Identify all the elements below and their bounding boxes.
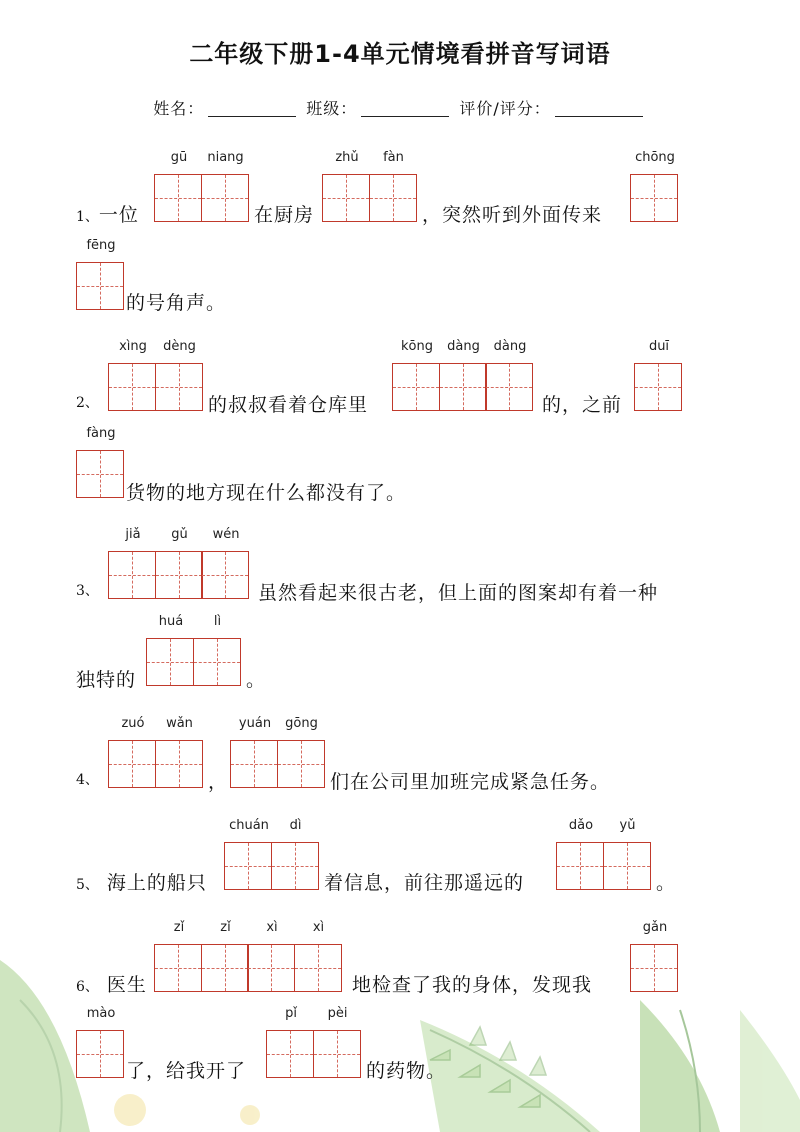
writing-cell[interactable] bbox=[146, 614, 194, 686]
pinyin-label: chuán bbox=[229, 818, 269, 833]
pinyin-label: dàng bbox=[493, 339, 527, 354]
writing-cell[interactable] bbox=[76, 426, 124, 498]
writing-cell[interactable] bbox=[201, 527, 249, 599]
pinyin-label: dǎo bbox=[568, 818, 594, 833]
name-label: 姓名： bbox=[153, 99, 205, 118]
writing-cell[interactable] bbox=[630, 920, 678, 992]
answer-grid[interactable] bbox=[266, 1006, 361, 1078]
pinyin-label: yǔ bbox=[619, 818, 636, 833]
writing-cell[interactable] bbox=[603, 818, 651, 890]
answer-grid[interactable] bbox=[630, 920, 678, 992]
pinyin-label: wǎn bbox=[166, 716, 193, 731]
sentence-text: 医生 bbox=[106, 974, 147, 996]
pinyin-label: dèng bbox=[163, 339, 196, 354]
question-6-line-1 bbox=[76, 970, 147, 997]
pinyin-label: gǔ bbox=[171, 527, 188, 542]
answer-grid[interactable] bbox=[154, 150, 249, 222]
question-number: 4、 bbox=[76, 772, 99, 788]
writing-cell[interactable] bbox=[193, 614, 241, 686]
pinyin-label: zuó bbox=[121, 716, 145, 731]
question-number: 6、 bbox=[76, 979, 99, 995]
writing-cell[interactable] bbox=[271, 818, 319, 890]
answer-grid[interactable] bbox=[392, 339, 533, 411]
pinyin-label: zhǔ bbox=[335, 150, 359, 165]
writing-cell[interactable] bbox=[369, 150, 417, 222]
pinyin-label: yuán bbox=[238, 716, 272, 731]
writing-cell[interactable] bbox=[485, 339, 533, 411]
writing-cell[interactable] bbox=[201, 150, 249, 222]
pinyin-label: huá bbox=[158, 614, 184, 629]
writing-cell[interactable] bbox=[294, 920, 342, 992]
answer-grid[interactable] bbox=[322, 150, 417, 222]
pinyin-label: duī bbox=[648, 339, 670, 354]
writing-cell[interactable] bbox=[154, 150, 202, 222]
sentence-text: 的药物。 bbox=[366, 1060, 447, 1082]
answer-grid[interactable] bbox=[76, 1006, 124, 1078]
writing-cell[interactable] bbox=[277, 716, 325, 788]
pinyin-label: pèi bbox=[327, 1006, 348, 1021]
question-5-line bbox=[76, 868, 207, 895]
writing-cell[interactable] bbox=[155, 716, 203, 788]
pinyin-label: zǐ bbox=[173, 920, 185, 935]
pinyin-label: gǎn bbox=[642, 920, 668, 935]
writing-cell[interactable] bbox=[108, 527, 156, 599]
page-title: 二年级下册1-4单元情境看拼音写词语 bbox=[189, 40, 611, 68]
answer-grid[interactable] bbox=[146, 614, 241, 686]
class-field[interactable] bbox=[361, 102, 449, 117]
writing-cell[interactable] bbox=[154, 920, 202, 992]
answer-grid[interactable] bbox=[224, 818, 319, 890]
class-label: 班级： bbox=[306, 99, 358, 118]
pinyin-label: fàng bbox=[86, 426, 116, 441]
sentence-text: 一位 bbox=[98, 204, 139, 226]
question-number: 1、 bbox=[76, 209, 99, 225]
question-number: 3、 bbox=[76, 583, 99, 599]
pinyin-label: mào bbox=[86, 1006, 116, 1021]
student-info-row bbox=[0, 96, 800, 119]
writing-cell[interactable] bbox=[201, 920, 249, 992]
answer-grid[interactable] bbox=[108, 339, 203, 411]
sentence-text: 们在公司里加班完成紧急任务。 bbox=[330, 771, 611, 793]
writing-cell[interactable] bbox=[108, 716, 156, 788]
writing-cell[interactable] bbox=[266, 1006, 314, 1078]
sentence-text: 虽然看起来很古老，但上面的图案却有着一种 bbox=[258, 582, 659, 604]
sentence-text: 。 bbox=[246, 669, 267, 691]
answer-grid[interactable] bbox=[634, 339, 682, 411]
writing-cell[interactable] bbox=[76, 1006, 124, 1078]
pinyin-label: jiǎ bbox=[125, 527, 141, 542]
sentence-text: 。 bbox=[656, 872, 677, 894]
name-field[interactable] bbox=[208, 102, 296, 117]
answer-grid[interactable] bbox=[108, 527, 249, 599]
answer-grid[interactable] bbox=[76, 238, 124, 310]
answer-grid[interactable] bbox=[630, 150, 678, 222]
pinyin-label: gū bbox=[170, 150, 188, 165]
answer-grid[interactable] bbox=[76, 426, 124, 498]
writing-cell[interactable] bbox=[322, 150, 370, 222]
writing-cell[interactable] bbox=[439, 339, 487, 411]
pinyin-label: kōng bbox=[401, 339, 433, 354]
writing-cell[interactable] bbox=[247, 920, 295, 992]
sentence-text: 地检查了我的身体，发现我 bbox=[352, 974, 593, 996]
writing-cell[interactable] bbox=[230, 716, 278, 788]
writing-cell[interactable] bbox=[630, 150, 678, 222]
pinyin-label: pǐ bbox=[285, 1006, 297, 1021]
writing-cell[interactable] bbox=[224, 818, 272, 890]
pinyin-label: wén bbox=[212, 527, 240, 542]
answer-grid[interactable] bbox=[154, 920, 342, 992]
sentence-text: 的叔叔看着仓库里 bbox=[208, 394, 369, 416]
pinyin-label: xì bbox=[312, 920, 325, 935]
sentence-text: 货物的地方现在什么都没有了。 bbox=[126, 482, 407, 504]
writing-cell[interactable] bbox=[392, 339, 440, 411]
sentence-text: 的，之前 bbox=[542, 394, 623, 416]
pinyin-label: xìng bbox=[119, 339, 147, 354]
sentence-text: 着信息，前往那遥远的 bbox=[324, 872, 525, 894]
pinyin-label: fàn bbox=[383, 150, 404, 165]
pinyin-label: xì bbox=[266, 920, 278, 935]
question-1-line-1 bbox=[76, 200, 139, 227]
pinyin-label: chōng bbox=[635, 150, 675, 165]
question-number: 5、 bbox=[76, 877, 99, 893]
writing-cell[interactable] bbox=[76, 238, 124, 310]
pinyin-label: lì bbox=[213, 614, 222, 629]
answer-grid[interactable] bbox=[108, 716, 203, 788]
sentence-text: ， bbox=[208, 771, 229, 793]
answer-grid[interactable] bbox=[556, 818, 651, 890]
writing-cell[interactable] bbox=[634, 339, 682, 411]
sentence-text: ，突然听到外面传来 bbox=[422, 204, 603, 226]
question-number: 2、 bbox=[76, 395, 99, 411]
pinyin-label: dàng bbox=[447, 339, 480, 354]
score-field[interactable] bbox=[555, 102, 643, 117]
pinyin-label: gōng bbox=[285, 716, 318, 731]
writing-cell[interactable] bbox=[556, 818, 604, 890]
pinyin-label: fēng bbox=[86, 238, 116, 253]
pinyin-label: niang bbox=[207, 150, 244, 165]
answer-grid[interactable] bbox=[230, 716, 325, 788]
sentence-text: 的号角声。 bbox=[126, 292, 227, 314]
writing-cell[interactable] bbox=[155, 527, 203, 599]
pinyin-label: dì bbox=[289, 818, 302, 833]
sentence-text: 了，给我开了 bbox=[126, 1060, 247, 1082]
pinyin-label: zǐ bbox=[220, 920, 231, 935]
writing-cell[interactable] bbox=[108, 339, 156, 411]
writing-cell[interactable] bbox=[313, 1006, 361, 1078]
sentence-text: 海上的船只 bbox=[106, 872, 207, 894]
sentence-text: 在厨房 bbox=[254, 204, 315, 226]
sentence-text: 独特的 bbox=[76, 669, 137, 691]
writing-cell[interactable] bbox=[155, 339, 203, 411]
score-label: 评价/评分： bbox=[459, 99, 551, 118]
